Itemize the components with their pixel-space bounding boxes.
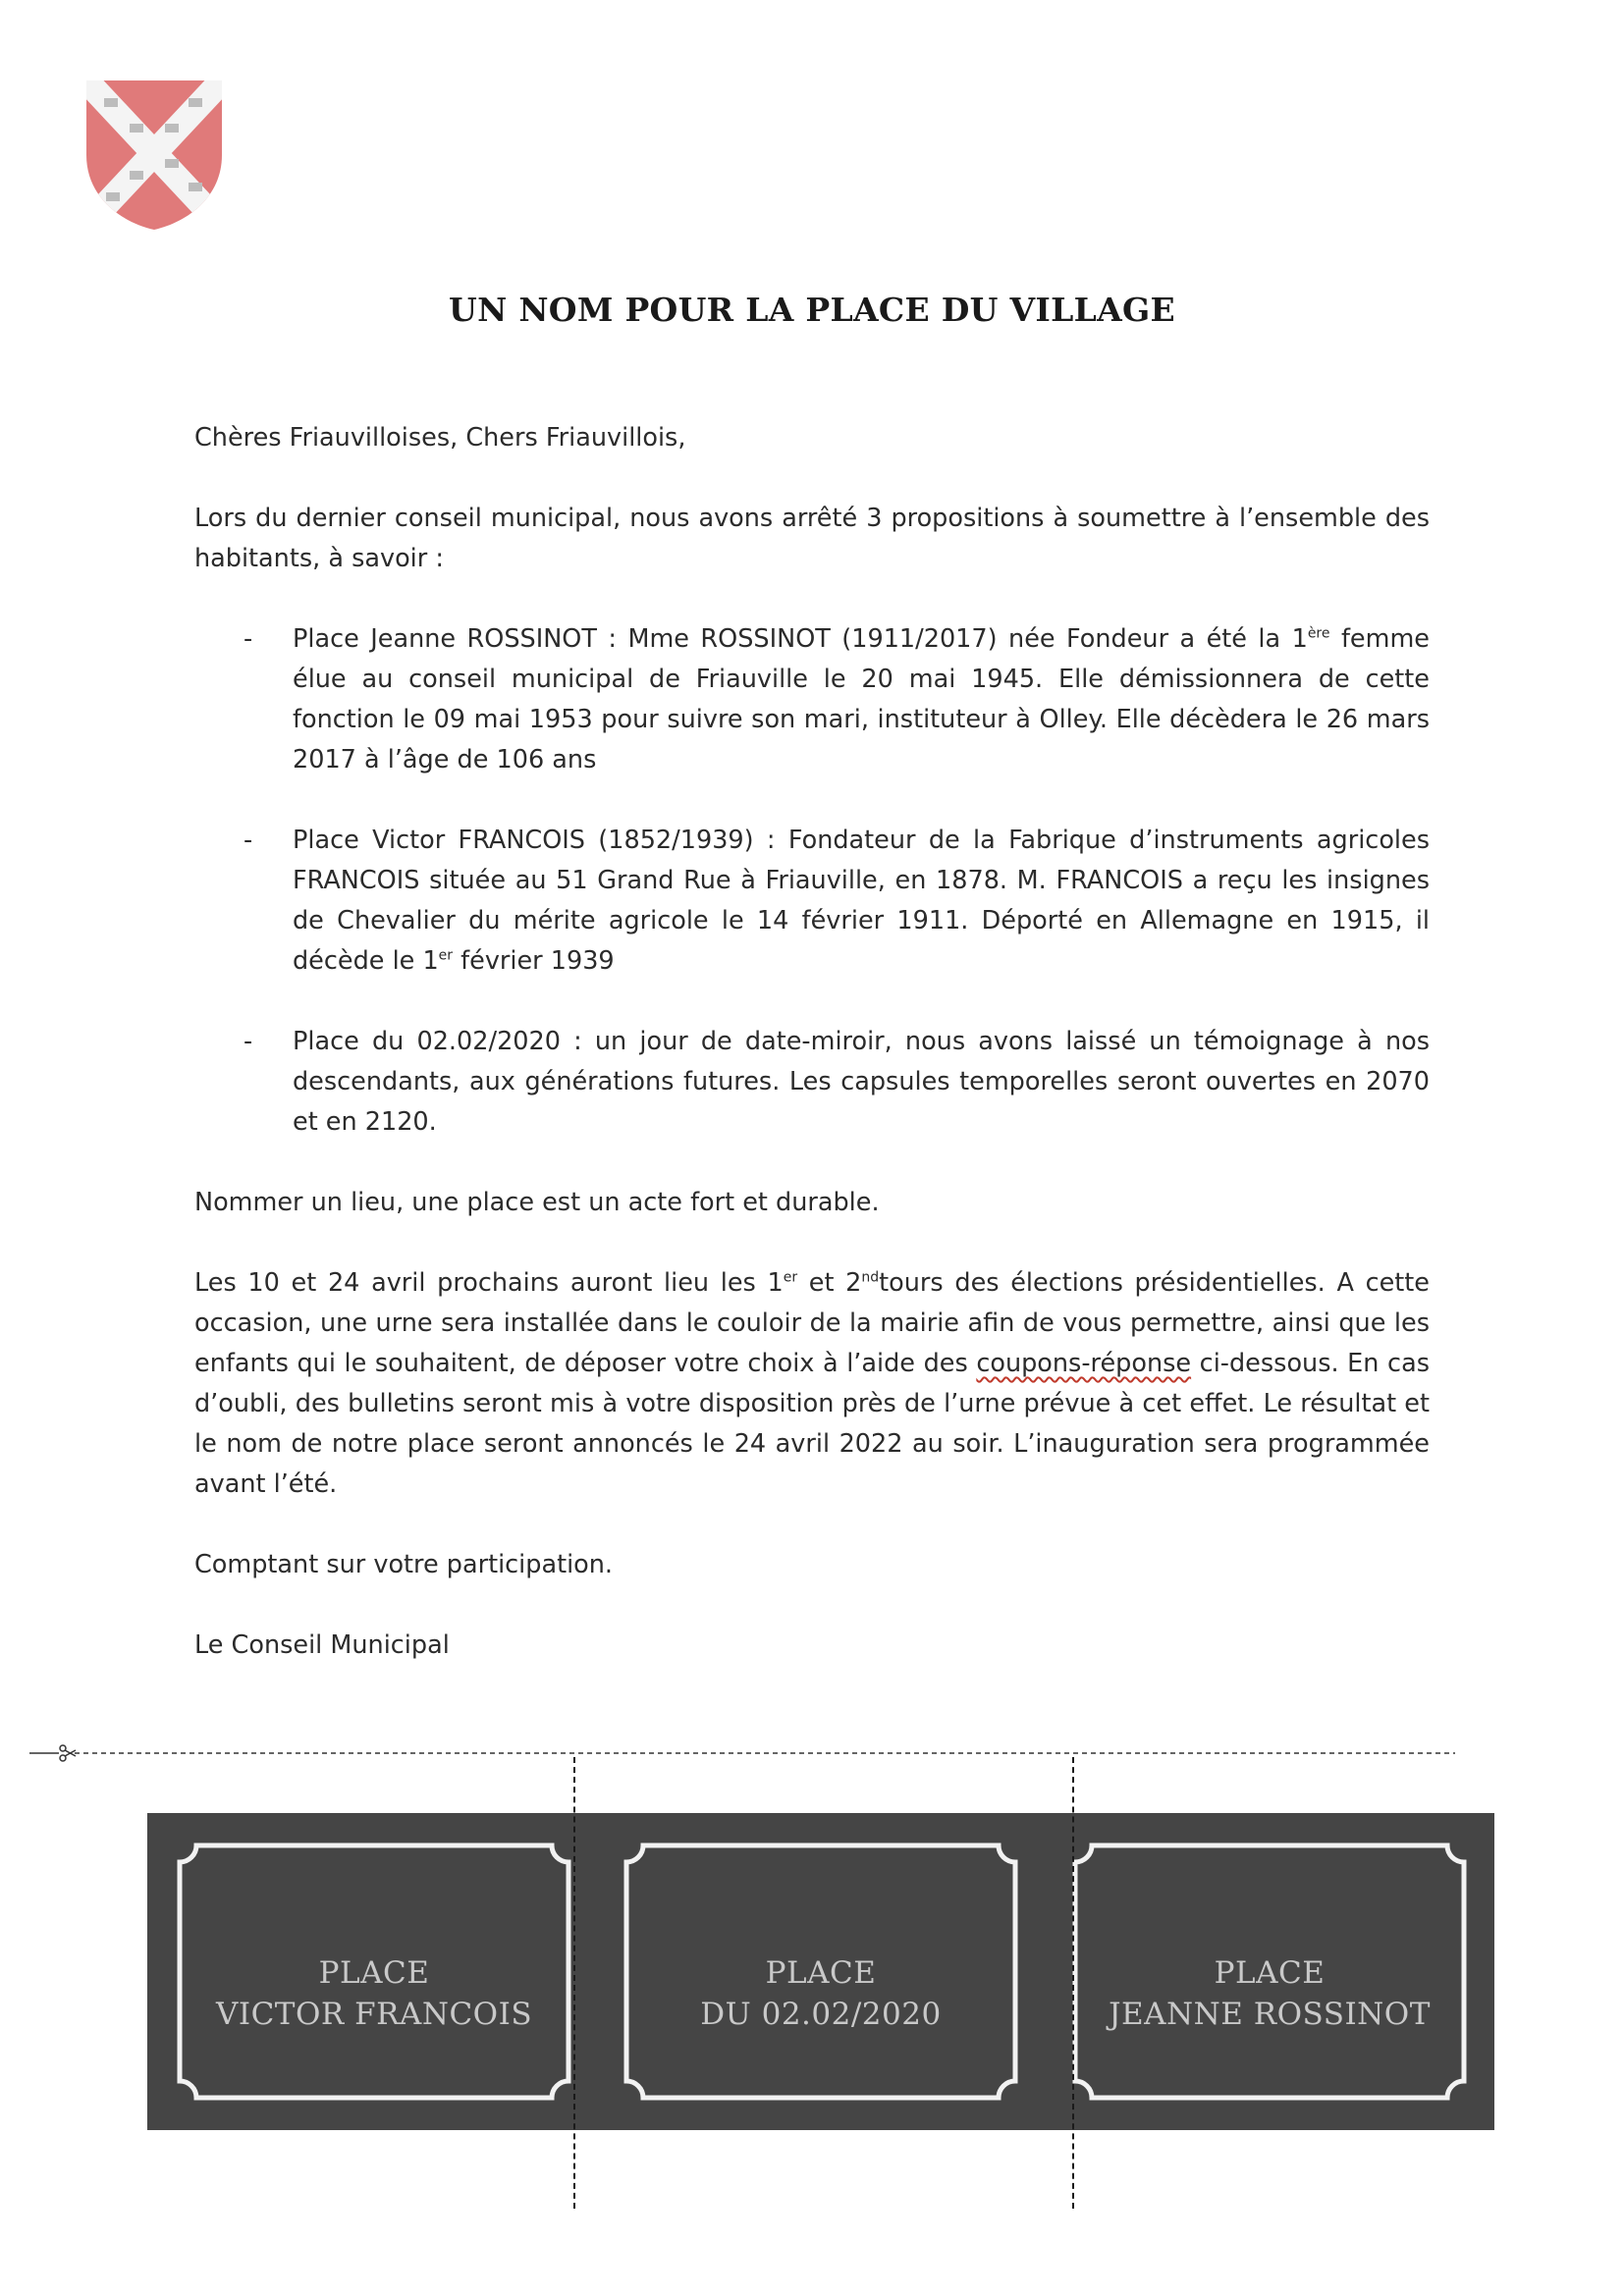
coupon-line-1: PLACE bbox=[1214, 1955, 1326, 1991]
signature: Le Conseil Municipal bbox=[194, 1630, 450, 1660]
statement-paragraph: Nommer un lieu, une place est un acte fort et durable. bbox=[194, 1188, 880, 1217]
coupon-jeanne-rossinot[interactable] bbox=[1072, 1842, 1467, 2101]
list-item bbox=[194, 821, 1430, 982]
coupon-victor-francois[interactable] bbox=[177, 1842, 571, 2101]
cut-guide-left bbox=[573, 1757, 575, 2209]
greeting: Chères Friauvilloises, Chers Friauvillois, bbox=[194, 423, 686, 453]
item-text: Place du 02.02/2020 : un jour de date-miroir, nous avons laissé un témoignage à nos descendants, aux générations futures. Les capsules temporelles seront ouvertes en 2070 et en 2120. bbox=[293, 1027, 1430, 1137]
item-text: Place Jeanne ROSSINOT : Mme ROSSINOT (1911/2017) née Fondeur a été la 1 bbox=[293, 624, 1308, 654]
list-item bbox=[194, 619, 1430, 780]
list-dash: - bbox=[244, 624, 253, 654]
letter-body bbox=[194, 418, 1430, 1666]
cut-guide-right bbox=[1072, 1757, 1074, 2209]
list-dash: - bbox=[244, 1027, 253, 1056]
coat-of-arms-icon bbox=[82, 77, 226, 234]
list-item bbox=[194, 1022, 1430, 1143]
cut-line bbox=[29, 1743, 1455, 1763]
coupon-02-02-2020[interactable] bbox=[623, 1842, 1018, 2101]
superscript: er bbox=[783, 1269, 798, 1286]
vote-text: et 2 bbox=[797, 1268, 862, 1298]
coupon-label bbox=[623, 1952, 1018, 2035]
superscript: er bbox=[438, 947, 454, 964]
coupons-band bbox=[147, 1813, 1494, 2130]
list-dash: - bbox=[244, 826, 253, 855]
vote-text: tours des élections présidentielles. A cette occasion, une urne sera installée dans le couloir de la mairie afin de vous permettre, ainsi que les enfants qui le souhaitent, de déposer votre choix à l’aide des bbox=[194, 1268, 1430, 1378]
vote-text: ci-dessous. En cas d’oubli, des bulletins seront mis à votre disposition près de l’urne prévue à cet effet. Le résultat et le nom de notre place seront annoncés le 24 avril 2022 au soir. L’inauguration sera programmée avant l’été. bbox=[194, 1349, 1430, 1499]
vote-paragraph bbox=[194, 1263, 1430, 1505]
item-text: Place Victor FRANCOIS (1852/1939) : Fondateur de la Fabrique d’instruments agricoles FRANCOIS située au 51 Grand Rue à Friauville, en 1878. M. FRANCOIS a reçu les insignes de Chevalier du mérite agricole le 14 février 1911. Déporté en Allemagne en 1915, il décède le 1 bbox=[293, 826, 1430, 976]
item-text-cont: février 1939 bbox=[453, 946, 615, 976]
coupon-line-1: PLACE bbox=[765, 1955, 877, 1991]
scissors-icon bbox=[59, 1743, 77, 1763]
vote-text: Les 10 et 24 avril prochains auront lieu les 1 bbox=[194, 1268, 784, 1298]
superscript: nd bbox=[861, 1269, 880, 1286]
spellcheck-word: coupons-réponse bbox=[976, 1349, 1192, 1378]
coupon-label bbox=[1072, 1952, 1467, 2035]
coupon-line-2: JEANNE ROSSINOT bbox=[1109, 1997, 1431, 2032]
coupon-line-2: VICTOR FRANCOIS bbox=[215, 1997, 533, 2032]
coupon-line-2: DU 02.02/2020 bbox=[700, 1997, 942, 2032]
item-text-cont: femme élue au conseil municipal de Friauville le 20 mai 1945. Elle démissionnera de cette fonction le 09 mai 1953 pour suivre son mari, instituteur à Olley. Elle décèdera le 26 mars 2017 à l’âge de 106 ans bbox=[293, 624, 1430, 774]
coupon-line-1: PLACE bbox=[318, 1955, 430, 1991]
page-title: UN NOM POUR LA PLACE DU VILLAGE bbox=[448, 291, 1175, 329]
intro-paragraph: Lors du dernier conseil municipal, nous avons arrêté 3 propositions à soumettre à l’ensemble des habitants, à savoir : bbox=[194, 504, 1430, 573]
superscript: ère bbox=[1307, 625, 1330, 642]
closing-line: Comptant sur votre participation. bbox=[194, 1550, 614, 1579]
coupon-label bbox=[177, 1952, 571, 2035]
